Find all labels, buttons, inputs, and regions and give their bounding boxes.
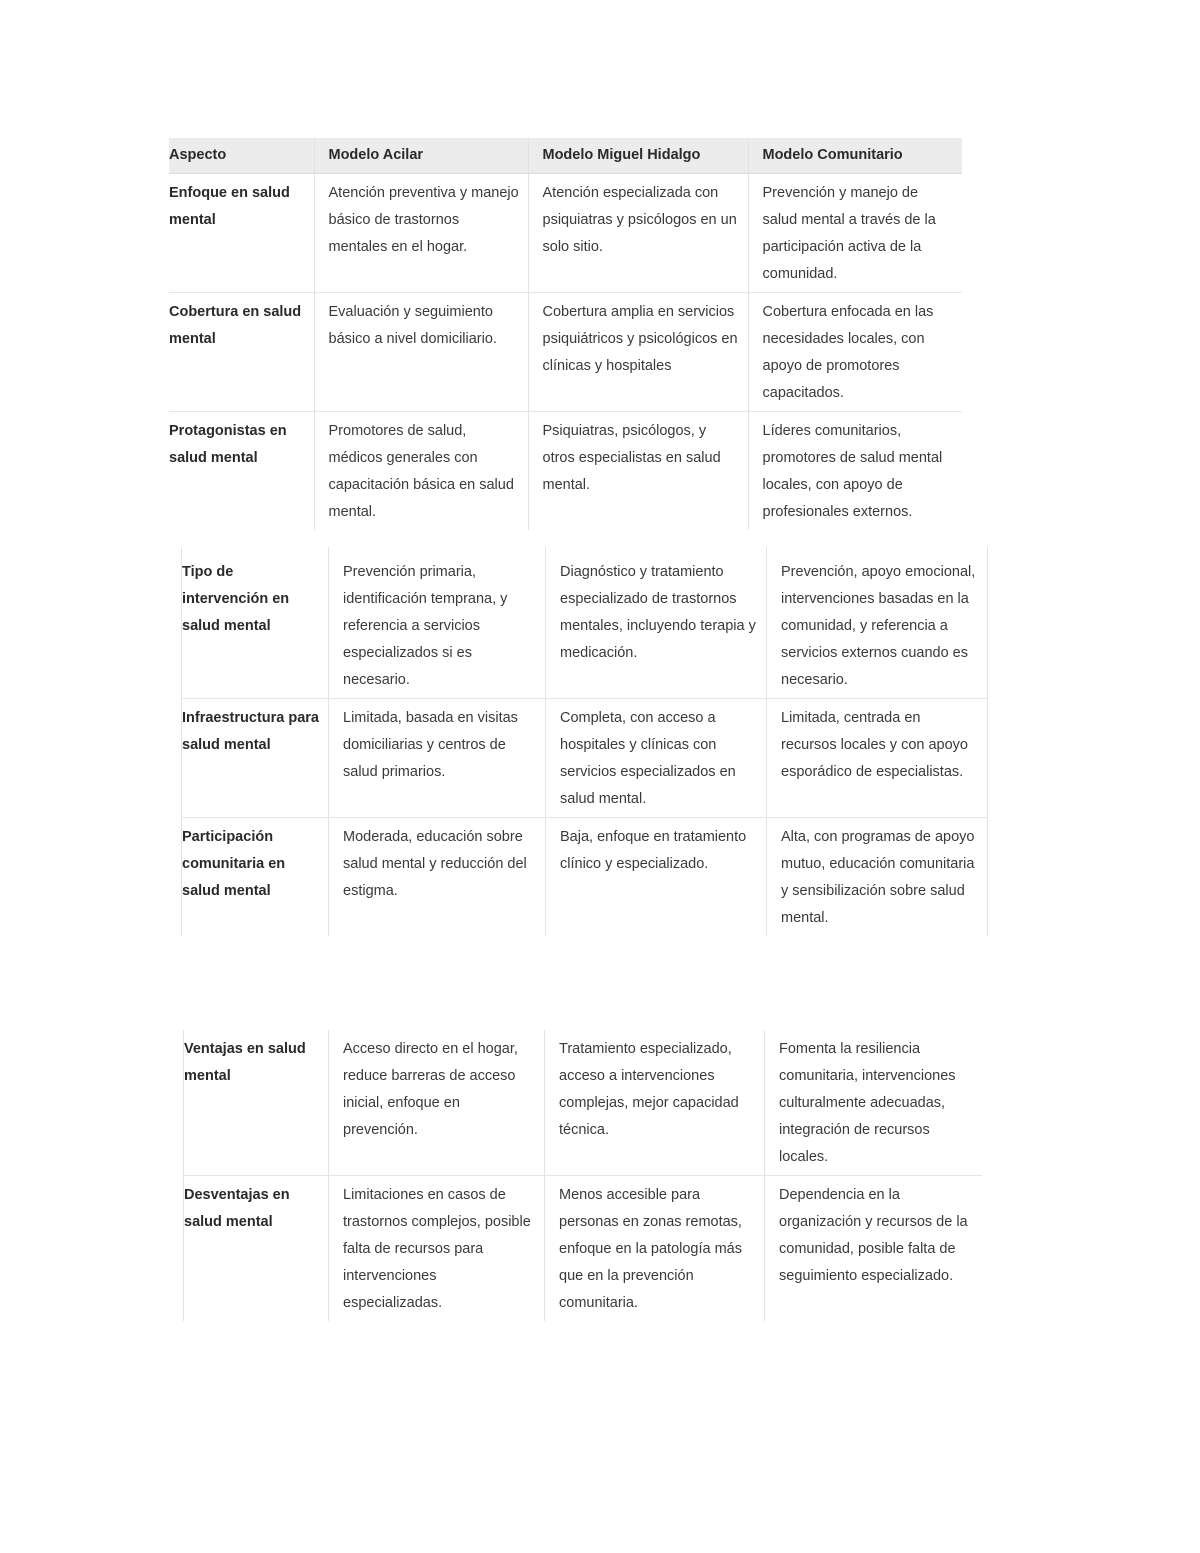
table-cell: Diagnóstico y tratamiento especializado de trastornos mentales, incluyendo terapia y medicación. xyxy=(546,547,767,699)
table-cell: Limitada, basada en visitas domiciliarias y centros de salud primarios. xyxy=(329,699,546,818)
header-aspecto: Aspecto xyxy=(169,138,314,174)
table-cell: Acceso directo en el hogar, reduce barreras de acceso inicial, enfoque en prevención. xyxy=(329,1030,545,1176)
table-row xyxy=(169,174,962,293)
aspect-cell: Protagonistas en salud mental xyxy=(169,423,287,466)
table-row xyxy=(182,547,988,699)
table-cell: Psiquiatras, psicólogos, y otros especialistas en salud mental. xyxy=(528,412,748,531)
comparison-table-part-2 xyxy=(181,547,988,936)
comparison-table-part-1 xyxy=(169,138,962,530)
table-cell: Cobertura amplia en servicios psiquiátricos y psicológicos en clínicas y hospitales xyxy=(528,293,748,412)
table-cell: Cobertura enfocada en las necesidades locales, con apoyo de promotores capacitados. xyxy=(748,293,962,412)
table-cell: Evaluación y seguimiento básico a nivel domiciliario. xyxy=(314,293,528,412)
table-row xyxy=(169,293,962,412)
table-header-row xyxy=(169,138,962,174)
table-cell: Tratamiento especializado, acceso a intervenciones complejas, mejor capacidad técnica. xyxy=(545,1030,765,1176)
aspect-cell: Cobertura en salud mental xyxy=(169,293,314,412)
table-cell: Completa, con acceso a hospitales y clínicas con servicios especializados en salud mental. xyxy=(546,699,767,818)
table-row xyxy=(184,1030,982,1176)
table-row xyxy=(184,1176,982,1322)
table-cell: Moderada, educación sobre salud mental y reducción del estigma. xyxy=(329,818,546,937)
table-cell: Alta, con programas de apoyo mutuo, educación comunitaria y sensibilización sobre salud mental. xyxy=(767,818,988,937)
table-row xyxy=(169,412,962,531)
table-cell: Fomenta la resiliencia comunitaria, intervenciones culturalmente adecuadas, integración de recursos locales. xyxy=(765,1030,982,1176)
table-cell: Líderes comunitarios, promotores de salud mental locales, con apoyo de profesionales externos. xyxy=(748,412,962,531)
table-cell: Dependencia en la organización y recursos de la comunidad, posible falta de seguimiento especializado. xyxy=(765,1176,982,1322)
aspect-cell: Participación comunitaria en salud mental xyxy=(182,818,329,937)
table-cell: Promotores de salud, médicos generales con capacitación básica en salud mental. xyxy=(314,412,528,531)
aspect-cell: Ventajas en salud mental xyxy=(184,1030,329,1176)
table-cell: Limitada, centrada en recursos locales y con apoyo esporádico de especialistas. xyxy=(767,699,988,818)
table-cell: Limitaciones en casos de trastornos complejos, posible falta de recursos para intervenciones especializadas. xyxy=(329,1176,545,1322)
table-cell: Atención preventiva y manejo básico de trastornos mentales en el hogar. xyxy=(314,174,528,293)
table-row xyxy=(182,699,988,818)
aspect-cell: Desventajas en salud mental xyxy=(184,1176,329,1322)
header-modelo-comunitario: Modelo Comunitario xyxy=(748,138,962,174)
table-row xyxy=(182,818,988,937)
table-cell: Prevención y manejo de salud mental a través de la participación activa de la comunidad. xyxy=(748,174,962,293)
header-modelo-acilar: Modelo Acilar xyxy=(314,138,528,174)
header-modelo-miguel-hidalgo: Modelo Miguel Hidalgo xyxy=(528,138,748,174)
comparison-table-part-3 xyxy=(183,1030,982,1321)
aspect-cell: Infraestructura para salud mental xyxy=(182,699,329,818)
aspect-cell: Tipo de intervención en salud mental xyxy=(182,547,329,699)
aspect-cell: Enfoque en salud mental xyxy=(169,174,314,293)
table-cell: Atención especializada con psiquiatras y psicólogos en un solo sitio. xyxy=(528,174,748,293)
table-cell: Prevención primaria, identificación temprana, y referencia a servicios especializados si es necesario. xyxy=(329,547,546,699)
table-cell: Menos accesible para personas en zonas remotas, enfoque en la patología más que en la prevención comunitaria. xyxy=(545,1176,765,1322)
table-cell: Baja, enfoque en tratamiento clínico y especializado. xyxy=(546,818,767,937)
table-cell: Prevención, apoyo emocional, intervenciones basadas en la comunidad, y referencia a servicios externos cuando es necesario. xyxy=(767,547,988,699)
